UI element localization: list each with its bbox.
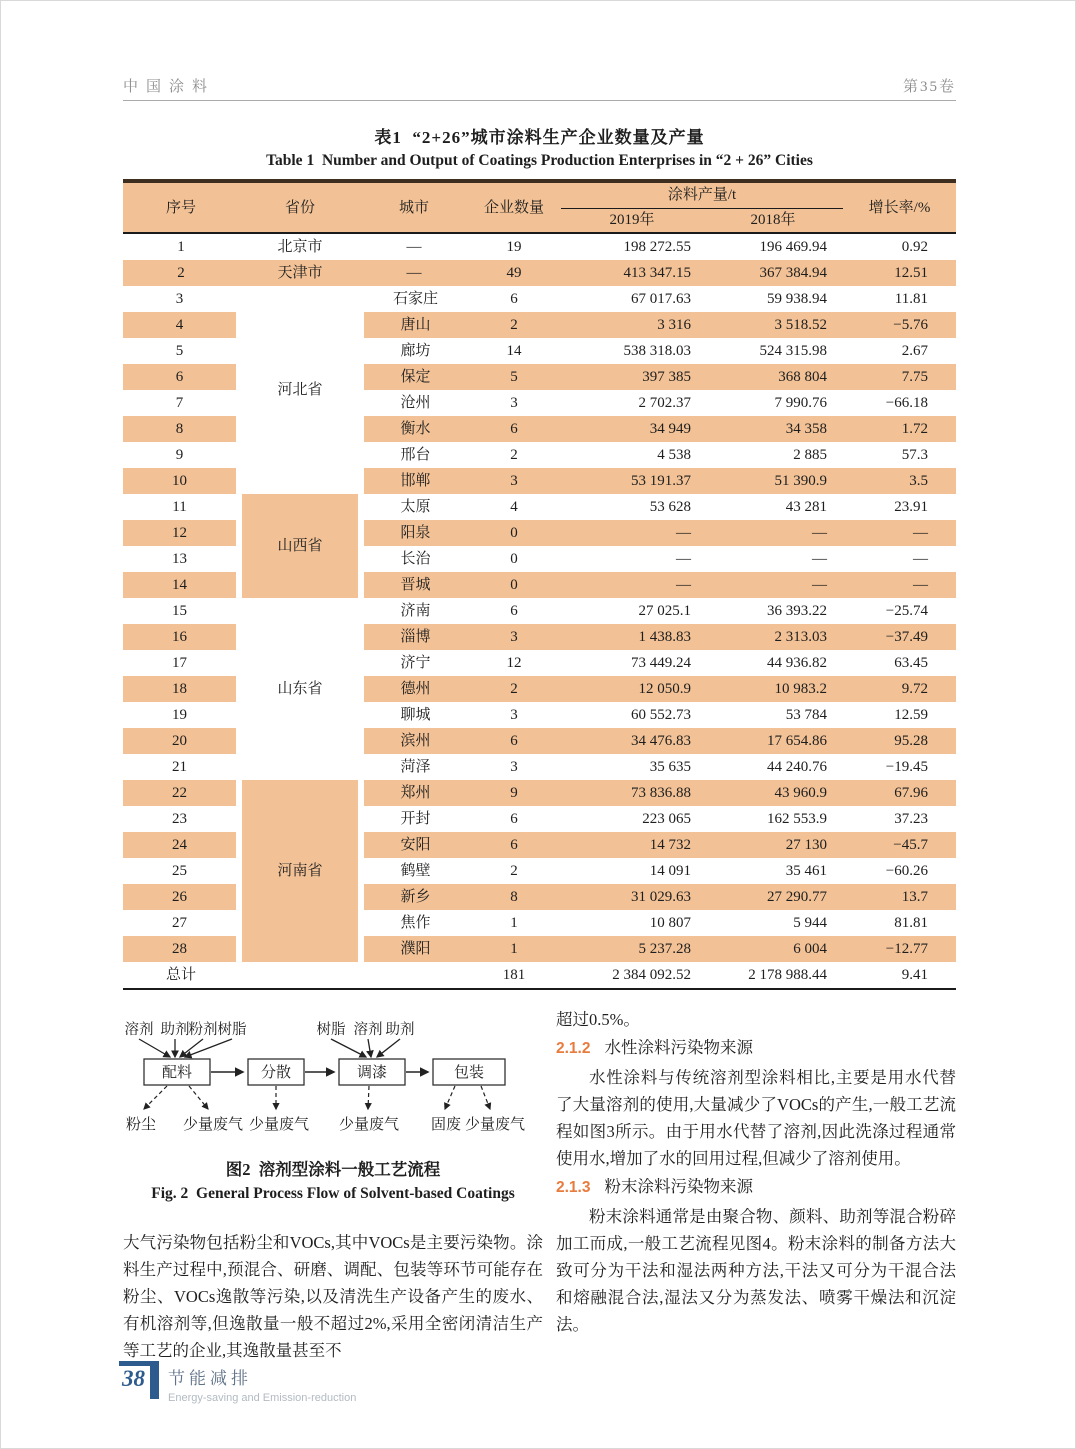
flow-input-label: 粉剂	[188, 1022, 218, 1038]
cell-output-2019: 53 628	[649, 499, 691, 515]
cell-output-2019: 5 237.28	[561, 936, 703, 962]
cell-growth-rate: −5.76	[843, 312, 956, 338]
cell-province: 河北省	[239, 286, 361, 494]
cell-no: 13	[172, 551, 187, 567]
cell-count: 6	[510, 811, 518, 827]
page-number: 38	[122, 1366, 145, 1391]
cell-count: 2	[510, 447, 518, 463]
cell-no: 23	[172, 811, 187, 827]
cell-no: 19	[172, 707, 187, 723]
cell-province	[239, 962, 361, 989]
page-number-corner-mark	[119, 1361, 159, 1399]
cell-count: 6	[467, 728, 561, 754]
table-header	[123, 181, 956, 233]
table-total-row	[123, 962, 956, 989]
cell-count: 5	[467, 364, 561, 390]
cell-province: 山东省	[239, 598, 361, 780]
cell-growth-rate: 3.5	[843, 468, 956, 494]
cell-no: 14	[123, 572, 239, 598]
cell-output-2018: 6 004	[703, 936, 843, 962]
table-title	[123, 123, 956, 170]
cell-output-2018: 44 936.82	[767, 655, 827, 671]
cell-growth-rate: 67.96	[843, 780, 956, 806]
cell-output-2019: 14 732	[561, 832, 703, 858]
cell-no: 7	[175, 395, 184, 411]
col-header-2018: 2018年	[703, 208, 843, 233]
volume-label: 第35卷	[902, 79, 956, 95]
left-column	[123, 1006, 543, 1364]
cell-count: 6	[510, 603, 518, 619]
cell-growth-rate: −37.49	[843, 624, 956, 650]
cell-output-2018: 59 938.94	[767, 291, 827, 307]
cell-city: 长治	[400, 551, 431, 567]
flow-output-label: 固废	[430, 1117, 462, 1133]
cell-output-2019: 73 449.24	[631, 655, 691, 671]
flow-output-label: 少量废气	[338, 1117, 400, 1133]
cell-output-2018: 2 178 988.44	[703, 962, 843, 989]
col-header-province: 省份	[239, 181, 361, 233]
cell-growth-rate: 13.7	[843, 884, 956, 910]
cell-growth-rate: −60.26	[885, 863, 928, 879]
cell-count: 0	[467, 572, 561, 598]
flow-box-label: 配料	[161, 1065, 193, 1081]
cell-city: —	[361, 260, 467, 286]
table-row	[123, 233, 956, 260]
cell-no: 17	[172, 655, 187, 671]
cell-growth-rate: 7.75	[843, 364, 956, 390]
table-body	[123, 233, 956, 989]
cell-output-2018: 5 944	[793, 915, 827, 931]
cell-growth-rate: 11.81	[894, 291, 928, 307]
flow-input-label: 溶剂	[353, 1022, 383, 1038]
running-head	[123, 1, 956, 101]
cell-growth-rate: 9.41	[843, 962, 956, 989]
cell-no: 24	[123, 832, 239, 858]
col-header-output-group: 涂料产量/t	[561, 181, 843, 208]
cell-output-2018: 2 313.03	[703, 624, 843, 650]
cell-count: 4	[510, 499, 518, 515]
two-column-section	[123, 1006, 956, 1364]
cell-output-2019: 31 029.63	[561, 884, 703, 910]
cell-city: 唐山	[361, 312, 467, 338]
cell-count: 0	[467, 520, 561, 546]
cell-growth-rate: 23.91	[894, 499, 928, 515]
cell-city: 邢台	[400, 447, 431, 463]
cell-output-2018: 51 390.9	[703, 468, 843, 494]
cell-output-2019: 27 025.1	[638, 603, 691, 619]
cell-output-2019: 14 091	[649, 863, 691, 879]
col-header-count: 企业数量	[467, 181, 561, 233]
cell-output-2018: 43 281	[785, 499, 827, 515]
table-title-zh: 表1 “2+26”城市涂料生产企业数量及产量	[374, 128, 705, 147]
cell-output-2019: 2 384 092.52	[561, 962, 703, 989]
cell-no: 11	[172, 499, 187, 515]
cell-no: 26	[123, 884, 239, 910]
section-number: 2.1.3	[556, 1179, 591, 1196]
cell-count: 2	[467, 676, 561, 702]
body-paragraph: 水性涂料与传统溶剂型涂料相比,主要是用水代替了大量溶剂的使用,大量减少了VOCs的产生,一般工艺流程如图3所示。由于用水代替了溶剂,因此洗涤过程通常使用水,增加了水的回用过程,但减少了溶剂使用。	[556, 1068, 956, 1168]
cell-output-2019: 538 318.03	[623, 343, 691, 359]
cell-count: 49	[467, 260, 561, 286]
cell-output-2019: 4 538	[657, 447, 691, 463]
cell-output-2018: 43 960.9	[703, 780, 843, 806]
cell-growth-rate: —	[843, 572, 956, 598]
cell-output-2019: —	[561, 520, 703, 546]
cell-no: 6	[123, 364, 239, 390]
cell-output-2019: 3 316	[561, 312, 703, 338]
cell-count: 1	[510, 915, 518, 931]
cell-output-2018: 368 804	[703, 364, 843, 390]
cell-city	[361, 962, 467, 989]
flow-input-label: 助剂	[160, 1022, 190, 1038]
body-paragraph: 大气污染物包括粉尘和VOCs,其中VOCs是主要污染物。涂料生产过程中,预混合、研磨、调配、包装等环节可能存在粉尘、VOCs逸散等污染,以及清洗生产设备产生的废水、有机溶剂等,但逸散量一般不超过2%,采用全密闭清洁生产等工艺的企业,其逸散量甚至不	[123, 1233, 543, 1360]
cell-count: 3	[510, 395, 518, 411]
right-column	[556, 1006, 956, 1364]
cell-output-2018: —	[812, 551, 827, 567]
cell-city: 廊坊	[400, 343, 431, 359]
cell-output-2018: 2 885	[793, 447, 827, 463]
cell-growth-rate: 2.67	[901, 343, 928, 359]
table-row	[123, 260, 956, 286]
cell-growth-rate: 37.23	[894, 811, 928, 827]
cell-city: 淄博	[361, 624, 467, 650]
cell-no: 5	[175, 343, 184, 359]
cell-output-2018: 7 990.76	[774, 395, 827, 411]
figure2-caption-en: Fig. 2 General Process Flow of Solvent-based Coatings	[151, 1185, 515, 1202]
cell-no: 18	[123, 676, 239, 702]
cell-count: 0	[510, 551, 518, 567]
footer-column-title	[168, 1361, 356, 1404]
cell-output-2018: 27 290.77	[703, 884, 843, 910]
cell-count: 19	[506, 239, 522, 255]
cell-city: 衡水	[361, 416, 467, 442]
figure2-caption-zh: 图2 溶剂型涂料一般工艺流程	[225, 1160, 441, 1179]
coatings-production-table	[123, 179, 956, 990]
cell-growth-rate: 95.28	[843, 728, 956, 754]
col-header-growth: 增长率/%	[843, 181, 956, 233]
flow-output-label: 少量废气	[182, 1117, 244, 1133]
cell-province: 河南省	[239, 780, 361, 962]
body-paragraph-continuation: 超过0.5%。	[556, 1010, 640, 1029]
cell-output-2019: —	[676, 551, 691, 567]
cell-no: 16	[123, 624, 239, 650]
flow-input-arrows	[139, 1039, 400, 1057]
footer-column-en: Energy-saving and Emission-reduction	[168, 1392, 357, 1404]
cell-growth-rate: −45.7	[843, 832, 956, 858]
cell-count: 9	[467, 780, 561, 806]
cell-province: 北京市	[277, 239, 323, 255]
cell-growth-rate: 12.59	[894, 707, 928, 723]
cell-city: 菏泽	[400, 759, 431, 775]
cell-city: 新乡	[361, 884, 467, 910]
cell-city: 开封	[400, 811, 431, 827]
table-row	[123, 494, 956, 520]
cell-city: 保定	[361, 364, 467, 390]
cell-province: 山西省	[239, 494, 361, 598]
cell-output-2019: 12 050.9	[561, 676, 703, 702]
cell-output-2019: 34 476.83	[561, 728, 703, 754]
cell-total-label: 总计	[123, 962, 239, 989]
cell-no: 8	[123, 416, 239, 442]
cell-output-2019: 413 347.15	[561, 260, 703, 286]
cell-growth-rate: 0.92	[901, 239, 928, 255]
cell-output-2019: 2 702.37	[638, 395, 691, 411]
cell-city: 阳泉	[361, 520, 467, 546]
cell-city: 聊城	[400, 707, 431, 723]
cell-output-2019: 397 385	[561, 364, 703, 390]
cell-growth-rate: 1.72	[843, 416, 956, 442]
cell-count: 14	[506, 343, 522, 359]
cell-output-2018: 10 983.2	[703, 676, 843, 702]
table-row	[123, 286, 956, 312]
cell-city: 鹤壁	[400, 863, 431, 879]
cell-no: 21	[172, 759, 187, 775]
cell-growth-rate: —	[843, 520, 956, 546]
cell-output-2019: 198 272.55	[623, 239, 691, 255]
cell-no: 3	[175, 291, 184, 307]
cell-no: 4	[123, 312, 239, 338]
flow-input-label: 助剂	[385, 1022, 415, 1038]
cell-output-2019: 60 552.73	[631, 707, 691, 723]
cell-city: 德州	[361, 676, 467, 702]
col-header-city: 城市	[361, 181, 467, 233]
cell-output-2018: 524 315.98	[759, 343, 827, 359]
cell-no: 9	[175, 447, 184, 463]
cell-city: 济南	[400, 603, 431, 619]
cell-output-2019: 67 017.63	[631, 291, 691, 307]
cell-output-2018: 17 654.86	[703, 728, 843, 754]
flow-output-label: 粉尘	[125, 1117, 157, 1133]
cell-count: 3	[467, 468, 561, 494]
cell-output-2018: 367 384.94	[703, 260, 843, 286]
cell-growth-rate: 81.81	[894, 915, 928, 931]
flow-box-label: 分散	[260, 1065, 292, 1081]
page-footer	[119, 1361, 356, 1404]
flow-output-label: 少量废气	[464, 1117, 526, 1133]
cell-count: 6	[467, 416, 561, 442]
footer-column-zh: 节能减排	[168, 1369, 252, 1388]
cell-city: 濮阳	[361, 936, 467, 962]
cell-city: 安阳	[361, 832, 467, 858]
cell-count: 2	[467, 312, 561, 338]
cell-city: 滨州	[361, 728, 467, 754]
cell-no: 1	[177, 239, 185, 255]
cell-count: 3	[510, 707, 518, 723]
cell-city: —	[406, 239, 422, 255]
cell-output-2018: 53 784	[785, 707, 827, 723]
flow-output-label: 少量废气	[248, 1117, 310, 1133]
cell-growth-rate: 9.72	[843, 676, 956, 702]
cell-growth-rate: 57.3	[901, 447, 928, 463]
cell-output-2019: 10 807	[649, 915, 691, 931]
cell-city: 济宁	[400, 655, 431, 671]
cell-count: 1	[467, 936, 561, 962]
cell-province: 天津市	[239, 260, 361, 286]
cell-no: 12	[123, 520, 239, 546]
table-title-en: Table 1 Number and Output of Coatings Production Enterprises in “2 + 26” Cities	[266, 152, 813, 169]
cell-output-2018: —	[703, 520, 843, 546]
cell-no: 25	[172, 863, 187, 879]
cell-count: 8	[467, 884, 561, 910]
cell-city: 郑州	[361, 780, 467, 806]
cell-city: 石家庄	[392, 291, 438, 307]
table-row	[123, 780, 956, 806]
col-header-2019: 2019年	[561, 208, 703, 233]
cell-output-2018: 36 393.22	[767, 603, 827, 619]
cell-output-2018: 27 130	[703, 832, 843, 858]
cell-city: 焦作	[400, 915, 431, 931]
cell-count: 3	[510, 759, 518, 775]
section-number: 2.1.2	[556, 1040, 591, 1057]
cell-output-2018: 196 469.94	[759, 239, 827, 255]
cell-output-2019: 35 635	[649, 759, 691, 775]
cell-count: 2	[510, 863, 518, 879]
section-title: 水性涂料污染物来源	[604, 1038, 753, 1057]
cell-output-2018: 34 358	[703, 416, 843, 442]
flow-input-label: 树脂	[217, 1022, 247, 1038]
cell-no: 20	[123, 728, 239, 754]
section-heading	[556, 1172, 956, 1203]
flow-input-label: 溶剂	[124, 1022, 154, 1038]
cell-output-2019: 73 836.88	[561, 780, 703, 806]
section-heading	[556, 1033, 956, 1064]
table-row	[123, 598, 956, 624]
flow-box-label: 调漆	[356, 1065, 388, 1081]
flow-input-label: 树脂	[316, 1022, 346, 1038]
cell-city: 晋城	[361, 572, 467, 598]
col-header-no: 序号	[123, 181, 239, 233]
cell-count: 3	[467, 624, 561, 650]
figure2-flow-diagram	[123, 1010, 543, 1150]
cell-output-2019: 53 191.37	[561, 468, 703, 494]
cell-output-2018: —	[703, 572, 843, 598]
cell-growth-rate: −19.45	[885, 759, 928, 775]
cell-output-2019: —	[561, 572, 703, 598]
cell-city: 邯郸	[361, 468, 467, 494]
cell-count: 181	[467, 962, 561, 989]
flow-emission-arrows	[144, 1086, 490, 1109]
flow-box-label: 包装	[453, 1065, 485, 1081]
cell-growth-rate: 63.45	[894, 655, 928, 671]
cell-growth-rate: −25.74	[885, 603, 928, 619]
cell-output-2019: 34 949	[561, 416, 703, 442]
cell-city: 太原	[400, 499, 431, 515]
cell-growth-rate: 12.51	[843, 260, 956, 286]
cell-city: 沧州	[400, 395, 431, 411]
cell-no: 27	[172, 915, 187, 931]
cell-count: 6	[510, 291, 518, 307]
cell-count: 6	[467, 832, 561, 858]
cell-output-2018: 3 518.52	[703, 312, 843, 338]
cell-count: 12	[506, 655, 522, 671]
section-title: 粉末涂料污染物来源	[604, 1177, 753, 1196]
cell-output-2019: 1 438.83	[561, 624, 703, 650]
cell-no: 15	[172, 603, 187, 619]
body-paragraph: 粉末涂料通常是由聚合物、颜料、助剂等混合粉碎加工而成,一般工艺流程见图4。粉末涂料的制备方法大致可分为干法和湿法两种方法,干法又可分为干混合法和熔融混合法,湿法又分为蒸发法、喷雾干燥法和沉淀法。	[556, 1207, 956, 1334]
cell-no: 22	[123, 780, 239, 806]
cell-output-2019: 223 065	[642, 811, 691, 827]
cell-output-2018: 35 461	[785, 863, 827, 879]
journal-name: 中国涂料	[123, 79, 216, 95]
cell-growth-rate: —	[913, 551, 928, 567]
cell-no: 10	[123, 468, 239, 494]
cell-output-2018: 44 240.76	[767, 759, 827, 775]
cell-growth-rate: −12.77	[843, 936, 956, 962]
cell-no: 2	[123, 260, 239, 286]
cell-no: 28	[123, 936, 239, 962]
cell-output-2018: 162 553.9	[767, 811, 827, 827]
cell-growth-rate: −66.18	[885, 395, 928, 411]
